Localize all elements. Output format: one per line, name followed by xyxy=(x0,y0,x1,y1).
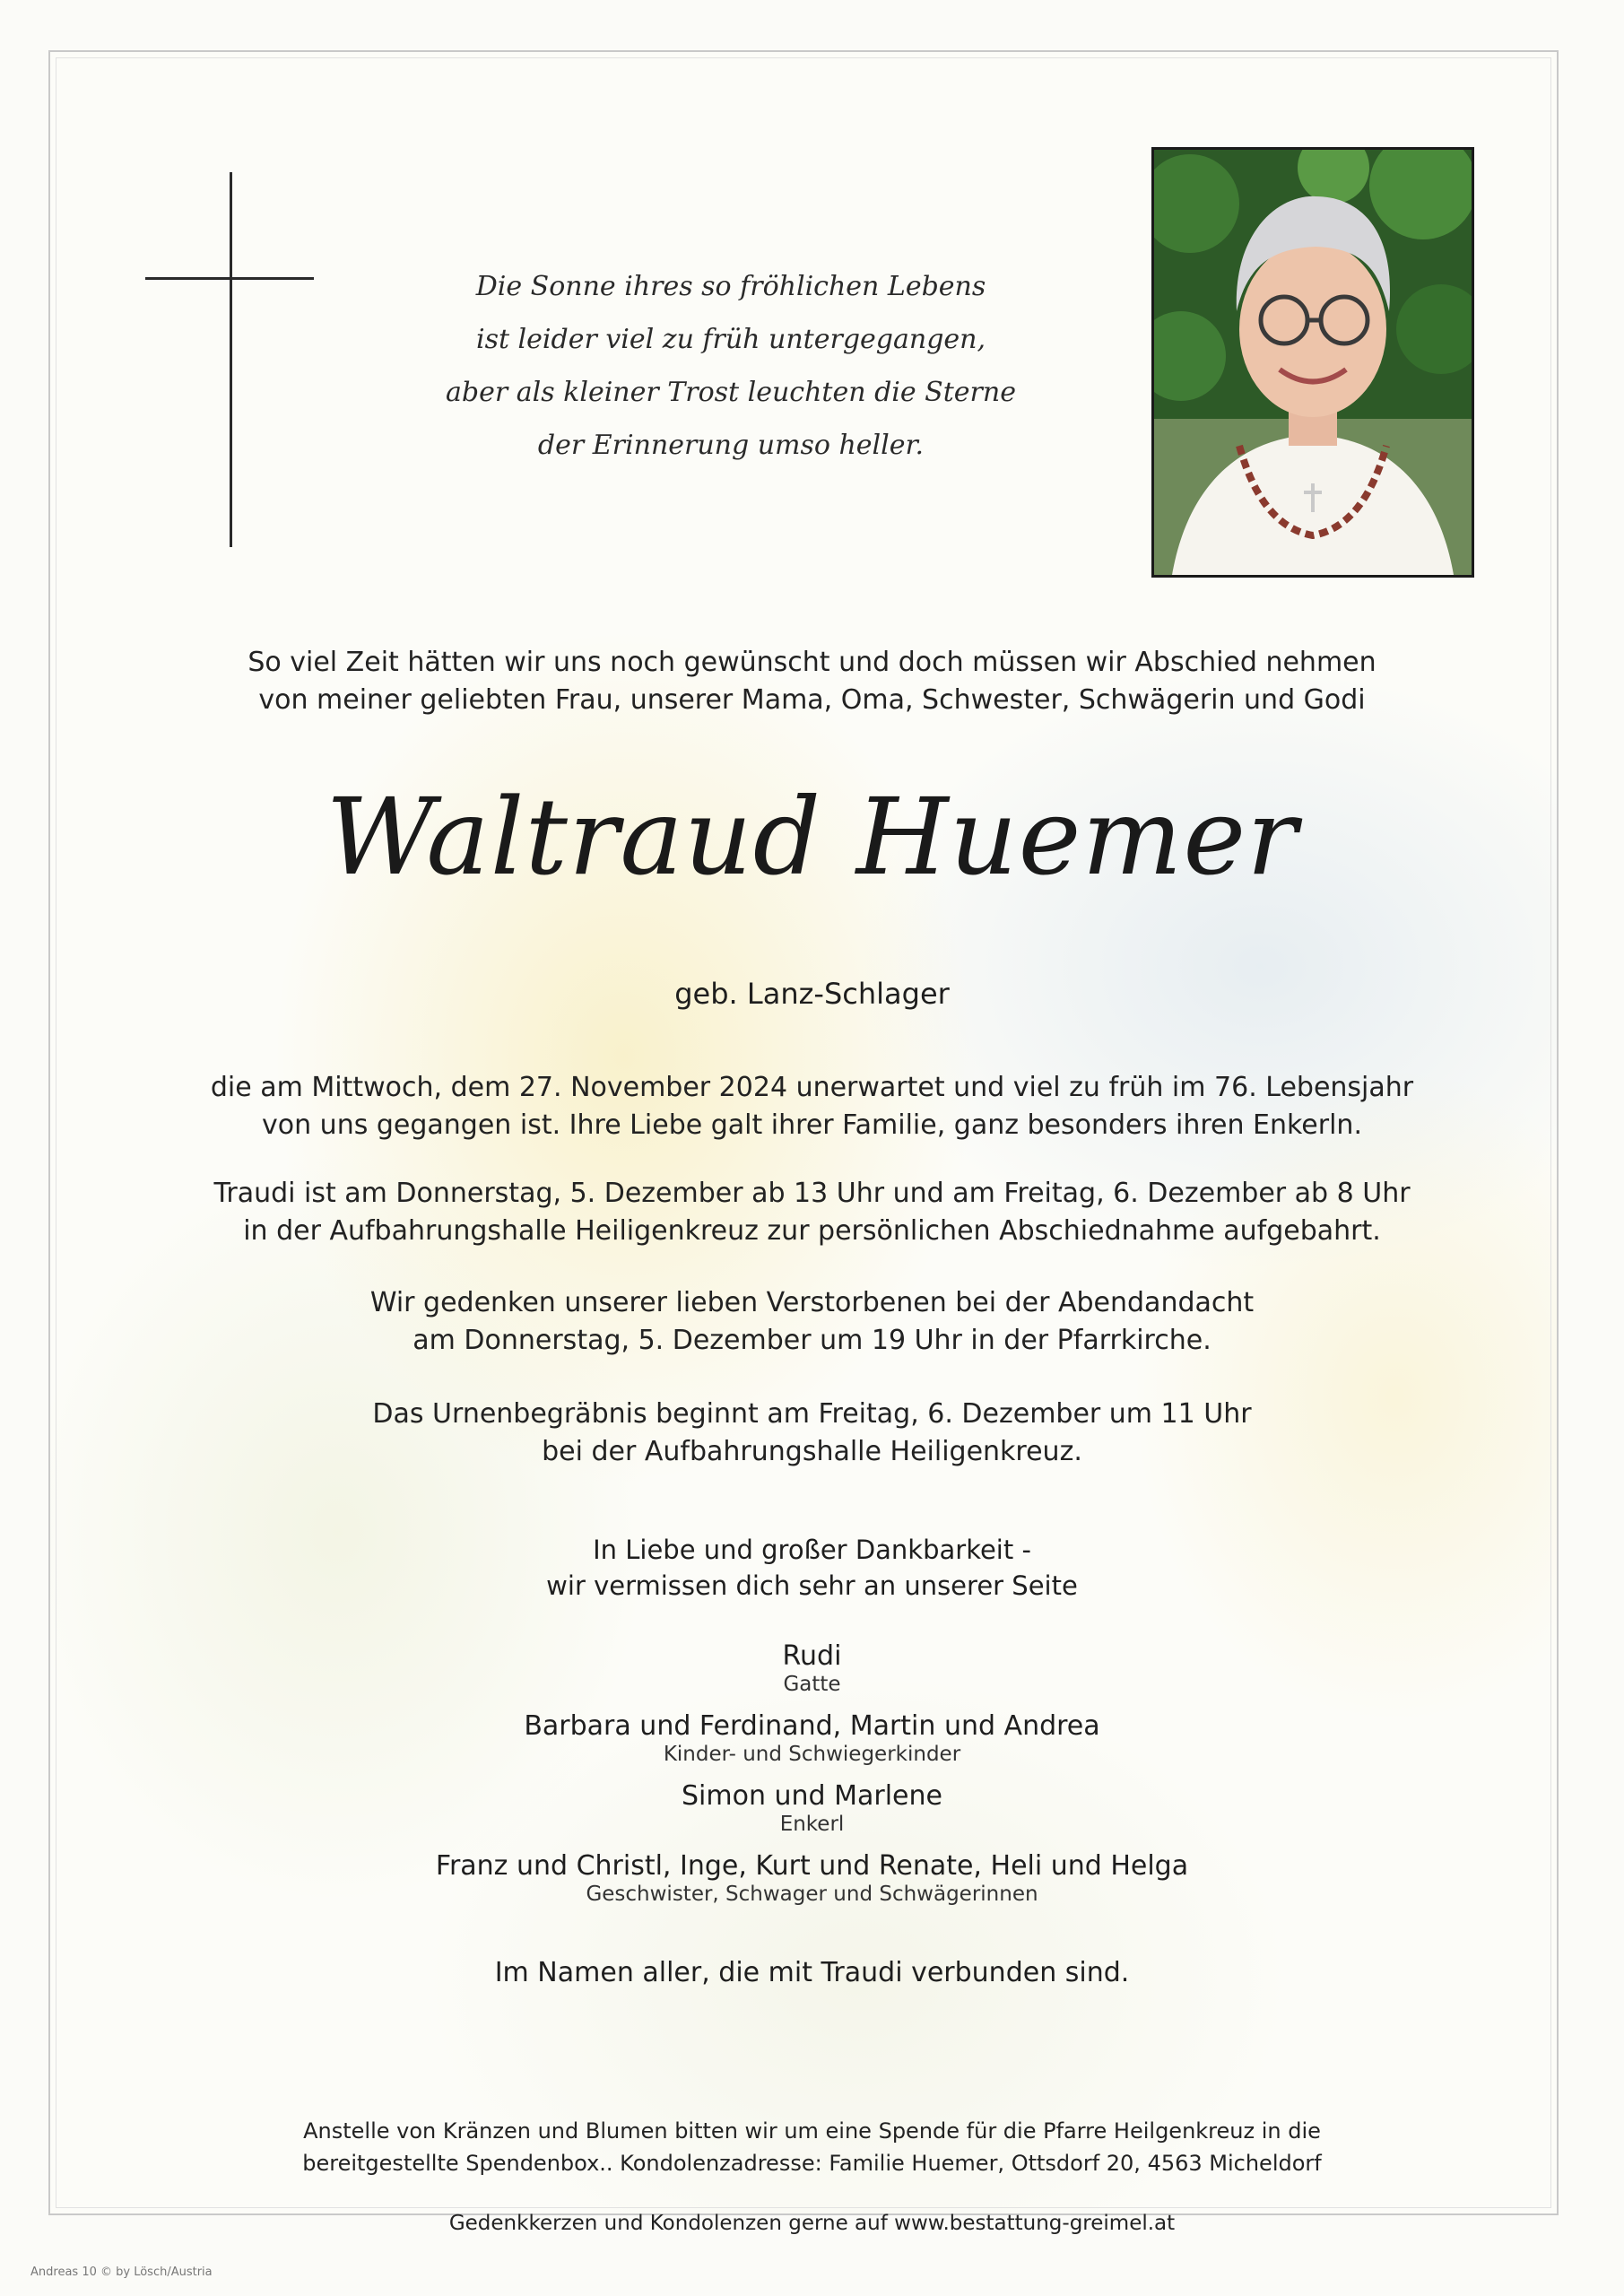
mourner-relation: Gatte xyxy=(783,1673,841,1696)
mourner-names: Rudi xyxy=(782,1640,842,1672)
paragraph-urn-burial xyxy=(0,1396,1624,1471)
mourner-entry xyxy=(0,1851,1624,1907)
mourner-relation: Kinder- und Schwiegerkinder xyxy=(663,1743,961,1766)
footer-line: bereitgestellte Spendenbox.. Kondolenzadresse: Familie Huemer, Ottsdorf 20, 4563 Micheldorf xyxy=(302,2151,1322,2176)
mourner-relation: Enkerl xyxy=(779,1813,845,1836)
mourner-names: Barbara und Ferdinand, Martin und Andrea xyxy=(524,1710,1100,1742)
intro-line: So viel Zeit hätten wir uns noch gewünscht und doch müssen wir Abschied nehmen xyxy=(248,647,1376,678)
paragraph-line: bei der Aufbahrungshalle Heiligenkreuz. xyxy=(542,1436,1082,1467)
cross-icon-bar xyxy=(145,277,314,280)
paragraph-death-notice xyxy=(0,1069,1624,1144)
closing-words xyxy=(0,1532,1624,1604)
paragraph-line: Das Urnenbegräbnis beginnt am Freitag, 6. Dezember um 11 Uhr xyxy=(372,1398,1252,1430)
intro-line: von meiner geliebten Frau, unserer Mama, Oma, Schwester, Schwägerin und Godi xyxy=(258,684,1366,716)
quote-line: der Erinnerung umso heller. xyxy=(537,430,925,461)
paragraph-line: die am Mittwoch, dem 27. November 2024 unerwartet und viel zu früh im 76. Lebensjahr xyxy=(210,1072,1414,1103)
maiden-name: geb. Lanz-Schlager xyxy=(674,977,950,1011)
quote-line: aber als kleiner Trost leuchten die Sterne xyxy=(446,377,1016,408)
memorial-quote xyxy=(386,260,1076,472)
closing-line: wir vermissen dich sehr an unserer Seite xyxy=(546,1570,1078,1601)
mourner-relation: Geschwister, Schwager und Schwägerinnen xyxy=(586,1883,1038,1906)
paragraph-line: in der Aufbahrungshalle Heiligenkreuz zur persönlichen Abschiednahme aufgebahrt. xyxy=(243,1215,1381,1247)
quote-line: ist leider viel zu früh untergegangen, xyxy=(475,324,986,355)
deceased-name: Waltraud Huemer xyxy=(326,775,1298,899)
paragraph-line: am Donnerstag, 5. Dezember um 19 Uhr in der Pfarrkirche. xyxy=(413,1325,1211,1356)
signoff: Im Namen aller, die mit Traudi verbunden sind. xyxy=(494,1957,1130,1988)
paragraph-evening-prayer xyxy=(0,1284,1624,1360)
portrait-illustration xyxy=(1154,150,1472,575)
donation-note xyxy=(0,2115,1624,2179)
paragraph-line: Wir gedenken unserer lieben Verstorbenen bei der Abendandacht xyxy=(369,1287,1255,1318)
mourner-entry xyxy=(0,1641,1624,1697)
closing-line: In Liebe und großer Dankbarkeit - xyxy=(593,1535,1031,1565)
quote-line: Die Sonne ihres so fröhlichen Lebens xyxy=(475,271,986,302)
paragraph-line: Traudi ist am Donnerstag, 5. Dezember ab 13 Uhr und am Freitag, 6. Dezember ab 8 Uhr xyxy=(213,1178,1411,1209)
footer-line: Anstelle von Kränzen und Blumen bitten wir um eine Spende für die Pfarre Heilgenkreuz in die xyxy=(303,2118,1321,2144)
paragraph-line: von uns gegangen ist. Ihre Liebe galt ihrer Familie, ganz besonders ihren Enkerln. xyxy=(262,1109,1362,1141)
paragraph-viewing xyxy=(0,1175,1624,1250)
intro-text xyxy=(0,644,1624,719)
mourner-names: Franz und Christl, Inge, Kurt und Renate, Heli und Helga xyxy=(435,1850,1189,1882)
design-credit: Andreas 10 © by Lösch/Austria xyxy=(30,2266,213,2279)
mourner-entry xyxy=(0,1711,1624,1767)
cross-icon xyxy=(230,172,232,547)
mourner-names: Simon und Marlene xyxy=(682,1780,942,1812)
portrait-photo xyxy=(1151,147,1474,578)
mourner-entry xyxy=(0,1781,1624,1837)
website-line: Gedenkkerzen und Kondolenzen gerne auf www.bestattung-greimel.at xyxy=(448,2212,1176,2235)
